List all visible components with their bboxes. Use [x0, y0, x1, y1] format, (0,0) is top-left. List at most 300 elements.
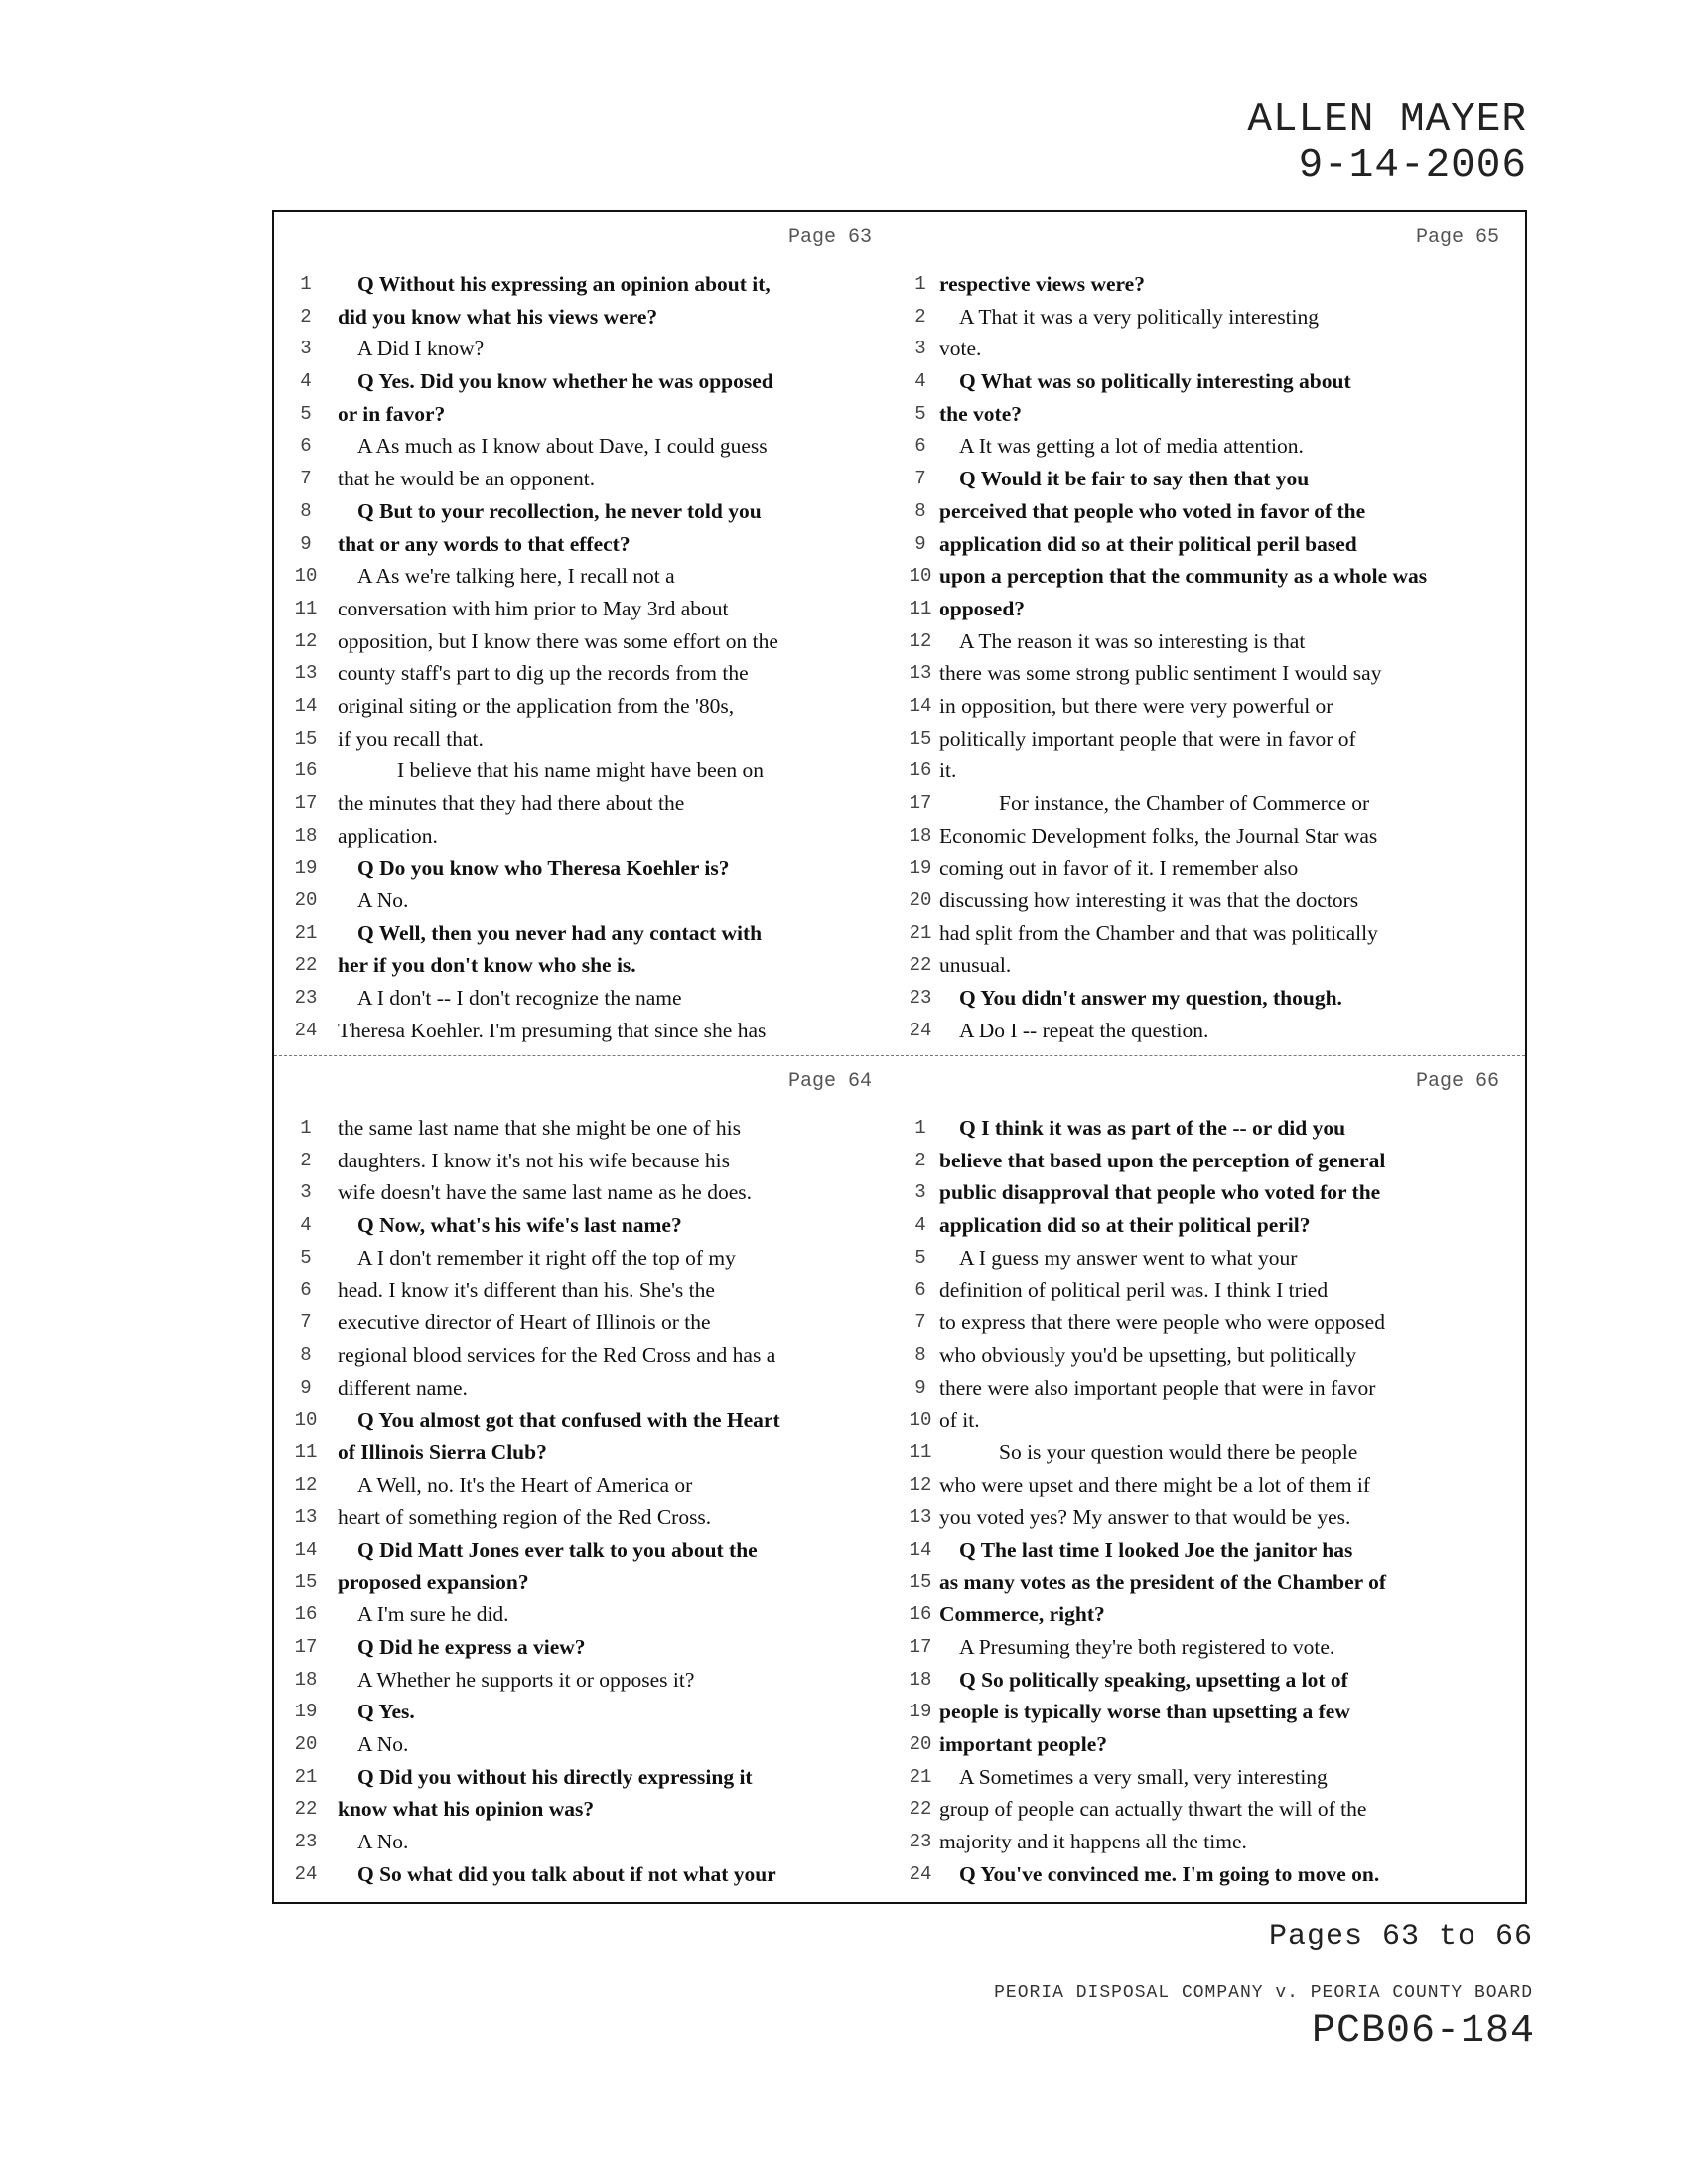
line-number: 15 [294, 727, 318, 750]
line-number: 3 [914, 1181, 926, 1204]
line-text: A Presuming they're both registered to vote. [959, 1635, 1335, 1659]
line-number: 17 [294, 792, 318, 814]
line-number: 24 [909, 1019, 932, 1041]
witness-name: ALLEN MAYER [1247, 97, 1527, 143]
transcript-line [902, 1306, 1529, 1339]
line-text: Q The last time I looked Joe the janitor has [959, 1537, 1353, 1562]
line-text: upon a perception that the community as a whole was [939, 564, 1428, 589]
transcript-line [902, 430, 1529, 463]
transcript-line [274, 463, 902, 495]
line-number: 20 [294, 889, 318, 912]
line-number: 16 [294, 1603, 318, 1626]
line-text: public disapproval that people who voted for the [939, 1180, 1381, 1205]
line-text: Q So politically speaking, upsetting a lot of [959, 1667, 1348, 1692]
line-number: 18 [909, 1668, 932, 1691]
transcript-line [902, 268, 1529, 301]
line-text: the minutes that they had there about the [338, 791, 685, 815]
line-number: 19 [909, 857, 932, 880]
line-text: proposed expansion? [338, 1570, 529, 1594]
line-number: 4 [300, 370, 312, 393]
transcript-line [274, 1728, 902, 1761]
line-text: A No. [357, 1732, 409, 1757]
line-text: it. [939, 758, 957, 783]
transcript-line [274, 949, 902, 982]
line-text: or in favor? [338, 401, 446, 426]
line-number: 6 [914, 435, 926, 458]
line-text: important people? [939, 1732, 1108, 1757]
transcript-line [902, 1598, 1529, 1631]
transcript-line [274, 1858, 902, 1891]
transcript-line [902, 333, 1529, 365]
line-number: 16 [294, 759, 318, 782]
line-number: 22 [909, 954, 932, 977]
transcript-line [274, 625, 902, 658]
line-text: application did so at their political peril based [939, 531, 1357, 556]
line-text: unusual. [939, 953, 1012, 978]
transcript-line [902, 982, 1529, 1015]
transcript-line [274, 1501, 902, 1534]
transcript-line [274, 593, 902, 625]
transcript-line [274, 1372, 902, 1405]
transcript-line [274, 1176, 902, 1209]
transcript-line [902, 657, 1529, 690]
page-label: Page 65 [1415, 226, 1499, 249]
transcript-line [274, 430, 902, 463]
line-text: who obviously you'd be upsetting, but politically [939, 1342, 1357, 1367]
transcript-line [274, 1339, 902, 1372]
line-number: 4 [914, 1214, 926, 1237]
line-text: opposition, but I know there was some effort on the [338, 628, 778, 653]
line-text: A No. [357, 1830, 409, 1854]
transcript-line [274, 1793, 902, 1826]
line-text: daughters. I know it's not his wife because his [338, 1148, 730, 1172]
transcript-lines [274, 268, 902, 1047]
line-text: Q You almost got that confused with the Heart [357, 1408, 780, 1433]
line-text: heart of something region of the Red Cross. [338, 1505, 712, 1530]
transcript-line [274, 268, 902, 301]
line-text: there were also important people that were in favor [939, 1375, 1376, 1400]
transcript-line [274, 560, 902, 593]
line-number: 7 [300, 1311, 312, 1334]
line-text: of it. [939, 1408, 980, 1433]
transcript-line [902, 398, 1529, 431]
deposition-date: 9-14-2006 [1298, 143, 1527, 189]
line-number: 11 [294, 597, 318, 619]
line-text: Commerce, right? [939, 1602, 1105, 1627]
transcript-line [902, 787, 1529, 820]
line-text: to express that there were people who were opposed [939, 1310, 1385, 1335]
line-text: regional blood services for the Red Cross and has a [338, 1342, 776, 1367]
line-text: coming out in favor of it. I remember also [939, 856, 1299, 881]
transcript-line [274, 1306, 902, 1339]
transcript-line [274, 1567, 902, 1599]
line-text: had split from the Chamber and that was politically [939, 920, 1378, 945]
transcript-line [902, 528, 1529, 561]
transcript-line [902, 365, 1529, 398]
transcript-line [902, 1501, 1529, 1534]
case-caption: PEORIA DISPOSAL COMPANY v. PEORIA COUNTY BOARD [994, 1983, 1533, 2003]
transcript-line [902, 495, 1529, 528]
transcript-line [902, 1112, 1529, 1145]
line-number: 5 [300, 1246, 312, 1269]
line-text: A Whether he supports it or opposes it? [357, 1667, 695, 1692]
line-text: you voted yes? My answer to that would be yes. [939, 1505, 1351, 1530]
line-text: A I guess my answer went to what your [959, 1245, 1298, 1270]
line-text: Theresa Koehler. I'm presuming that since she has [338, 1018, 767, 1042]
line-text: county staff's part to dig up the records from the [338, 661, 749, 686]
transcript-line [274, 495, 902, 528]
line-number: 19 [294, 1701, 318, 1723]
line-number: 24 [294, 1862, 318, 1885]
line-text: Q So what did you talk about if not what your [357, 1861, 776, 1886]
transcript-line [902, 1015, 1529, 1047]
line-number: 20 [294, 1733, 318, 1756]
line-number: 22 [294, 1798, 318, 1821]
line-text: A I don't -- I don't recognize the name [357, 986, 682, 1011]
line-text: application did so at their political peril? [939, 1213, 1311, 1238]
transcript-line [902, 885, 1529, 917]
transcript-line [902, 593, 1529, 625]
line-number: 11 [909, 597, 932, 619]
line-text: Q You've convinced me. I'm going to move on. [959, 1861, 1380, 1886]
line-number: 10 [909, 565, 932, 588]
line-number: 4 [300, 1214, 312, 1237]
line-number: 14 [909, 694, 932, 717]
transcript-line [902, 1372, 1529, 1405]
line-number: 5 [914, 1246, 926, 1269]
line-number: 1 [914, 1117, 926, 1139]
line-text: if you recall that. [338, 726, 484, 751]
transcript-line [274, 917, 902, 950]
page-label: Page 66 [1415, 1070, 1499, 1093]
transcript-line [902, 1696, 1529, 1728]
transcript-line [902, 1242, 1529, 1275]
line-text: I believe that his name might have been on [397, 758, 764, 783]
line-number: 23 [294, 987, 318, 1010]
line-number: 17 [909, 792, 932, 814]
transcript-line [902, 1567, 1529, 1599]
line-number: 24 [909, 1862, 932, 1885]
line-number: 24 [294, 1019, 318, 1041]
transcript-lines [902, 268, 1529, 1047]
line-number: 12 [909, 629, 932, 652]
line-number: 10 [294, 1409, 318, 1432]
line-number: 13 [909, 1506, 932, 1529]
line-text: Q Yes. [357, 1700, 415, 1724]
line-text: that he would be an opponent. [338, 467, 596, 491]
transcript-line [902, 1339, 1529, 1372]
transcript-line [902, 949, 1529, 982]
transcript-line [902, 852, 1529, 885]
line-number: 20 [909, 1733, 932, 1756]
line-text: did you know what his views were? [338, 304, 658, 329]
line-number: 23 [294, 1831, 318, 1853]
line-number: 12 [294, 629, 318, 652]
line-text: Q But to your recollection, he never told you [357, 498, 762, 523]
line-text: Q Did you without his directly expressing it [357, 1764, 753, 1789]
line-text: Q Did he express a view? [357, 1635, 586, 1659]
line-text: Q Did Matt Jones ever talk to you about the [357, 1537, 758, 1562]
transcript-line [274, 820, 902, 853]
transcript-line [274, 723, 902, 755]
transcript-line [902, 1664, 1529, 1697]
line-number: 15 [909, 727, 932, 750]
transcript-page-65 [902, 212, 1529, 1056]
transcript-line [274, 1112, 902, 1145]
transcript-line [274, 1209, 902, 1242]
line-text: application. [338, 823, 438, 848]
transcript-line [274, 1436, 902, 1469]
transcript-page-66 [902, 1056, 1529, 1900]
transcript-line [902, 463, 1529, 495]
transcript-line [274, 754, 902, 787]
line-number: 12 [294, 1473, 318, 1496]
line-text: Q Yes. Did you know whether he was opposed [357, 369, 773, 394]
transcript-line [274, 528, 902, 561]
line-text: discussing how interesting it was that the doctors [939, 888, 1359, 913]
line-number: 13 [294, 1506, 318, 1529]
line-number: 6 [914, 1279, 926, 1301]
line-text: wife doesn't have the same last name as he does. [338, 1180, 753, 1205]
transcript-line [902, 723, 1529, 755]
line-text: executive director of Heart of Illinois or the [338, 1310, 711, 1335]
transcript-line [274, 365, 902, 398]
line-text: the same last name that she might be one of his [338, 1116, 742, 1140]
line-text: opposed? [939, 596, 1026, 620]
line-number: 15 [294, 1570, 318, 1593]
line-text: know what his opinion was? [338, 1797, 595, 1822]
line-text: who were upset and there might be a lot of them if [939, 1472, 1371, 1497]
transcript-line [274, 1015, 902, 1047]
line-number: 1 [914, 273, 926, 295]
transcript-frame [272, 210, 1527, 1904]
line-text: A It was getting a lot of media attention. [959, 434, 1304, 459]
line-number: 11 [909, 1440, 932, 1463]
line-text: A Well, no. It's the Heart of America or [357, 1472, 693, 1497]
line-text: Q Now, what's his wife's last name? [357, 1213, 682, 1238]
transcript-lines [902, 1112, 1529, 1891]
line-text: there was some strong public sentiment I would say [939, 661, 1382, 686]
transcript-line [274, 1696, 902, 1728]
line-number: 21 [909, 1765, 932, 1788]
line-text: in opposition, but there were very powerful or [939, 693, 1333, 718]
line-text: people is typically worse than upsetting a few [939, 1700, 1350, 1724]
line-number: 8 [914, 1343, 926, 1366]
line-text: Economic Development folks, the Journal Star was [939, 823, 1378, 848]
line-number: 9 [300, 532, 312, 555]
line-number: 12 [909, 1473, 932, 1496]
line-text: Q What was so politically interesting about [959, 369, 1351, 394]
line-number: 17 [294, 1636, 318, 1658]
line-number: 23 [909, 1831, 932, 1853]
transcript-line [902, 1793, 1529, 1826]
line-text: Q I think it was as part of the -- or did you [959, 1116, 1346, 1140]
line-number: 2 [300, 305, 312, 328]
transcript-lines [274, 1112, 902, 1891]
line-text: A Sometimes a very small, very interesting [959, 1764, 1328, 1789]
transcript-line [274, 1404, 902, 1436]
line-number: 7 [914, 468, 926, 490]
line-number: 2 [914, 1149, 926, 1171]
line-number: 21 [294, 1765, 318, 1788]
line-text: Q Without his expressing an opinion about it, [357, 272, 771, 296]
line-text: perceived that people who voted in favor of the [939, 498, 1366, 523]
line-text: the vote? [939, 401, 1022, 426]
line-number: 19 [909, 1701, 932, 1723]
line-number: 6 [300, 435, 312, 458]
line-number: 7 [300, 468, 312, 490]
transcript-line [274, 787, 902, 820]
line-text: A No. [357, 888, 409, 913]
line-text: majority and it happens all the time. [939, 1830, 1247, 1854]
transcript-line [902, 1631, 1529, 1664]
line-number: 16 [909, 1603, 932, 1626]
transcript-line [902, 1469, 1529, 1502]
transcript-line [902, 560, 1529, 593]
transcript-line [274, 690, 902, 723]
line-text: Q You didn't answer my question, though. [959, 986, 1342, 1011]
line-text: Q Well, then you never had any contact with [357, 920, 763, 945]
transcript-line [902, 820, 1529, 853]
line-text: believe that based upon the perception of general [939, 1148, 1386, 1172]
line-number: 18 [294, 824, 318, 847]
transcript-line [274, 1145, 902, 1177]
line-number: 17 [909, 1636, 932, 1658]
line-number: 14 [294, 1538, 318, 1561]
line-number: 10 [909, 1409, 932, 1432]
line-number: 14 [294, 694, 318, 717]
line-text: her if you don't know who she is. [338, 953, 636, 978]
line-number: 7 [914, 1311, 926, 1334]
line-number: 13 [294, 662, 318, 685]
line-number: 20 [909, 889, 932, 912]
line-number: 18 [909, 824, 932, 847]
page-label: Page 64 [787, 1070, 872, 1093]
line-number: 1 [300, 1117, 312, 1139]
line-text: politically important people that were in favor of [939, 726, 1356, 751]
case-number: PCB06-184 [1311, 2009, 1535, 2054]
line-number: 23 [909, 987, 932, 1010]
line-number: 5 [300, 402, 312, 425]
transcript-line [274, 333, 902, 365]
transcript-line [902, 1145, 1529, 1177]
line-number: 9 [914, 1376, 926, 1399]
line-number: 2 [914, 305, 926, 328]
transcript-line [274, 1664, 902, 1697]
transcript-line [902, 917, 1529, 950]
transcript-line [274, 1761, 902, 1794]
line-text: A Do I -- repeat the question. [959, 1018, 1209, 1042]
transcript-line [902, 1826, 1529, 1858]
line-number: 13 [909, 662, 932, 685]
transcript-line [274, 1242, 902, 1275]
line-text: A Did I know? [357, 337, 485, 361]
line-number: 8 [914, 499, 926, 522]
line-number: 2 [300, 1149, 312, 1171]
line-text: group of people can actually thwart the will of the [939, 1797, 1367, 1822]
document-header [1247, 97, 1527, 189]
line-text: So is your question would there be people [999, 1439, 1358, 1464]
line-number: 18 [294, 1668, 318, 1691]
line-number: 9 [300, 1376, 312, 1399]
transcript-line [274, 1534, 902, 1567]
transcript-line [274, 1826, 902, 1858]
line-number: 22 [909, 1798, 932, 1821]
transcript-line [274, 301, 902, 334]
line-text: as many votes as the president of the Chamber of [939, 1570, 1387, 1594]
line-text: vote. [939, 337, 982, 361]
transcript-line [902, 1209, 1529, 1242]
line-text: head. I know it's different than his. She's the [338, 1278, 715, 1302]
line-number: 5 [914, 402, 926, 425]
transcript-line [274, 1469, 902, 1502]
transcript-line [274, 885, 902, 917]
transcript-line [274, 852, 902, 885]
line-text: Q Would it be fair to say then that you [959, 467, 1310, 491]
line-number: 4 [914, 370, 926, 393]
transcript-line [274, 1631, 902, 1664]
page-range: Pages 63 to 66 [1268, 1920, 1533, 1954]
line-number: 22 [294, 954, 318, 977]
line-text: conversation with him prior to May 3rd about [338, 596, 729, 620]
line-number: 11 [294, 1440, 318, 1463]
line-text: A I'm sure he did. [357, 1602, 509, 1627]
transcript-line [902, 1858, 1529, 1891]
transcript-line [902, 1176, 1529, 1209]
transcript-line [274, 1598, 902, 1631]
transcript-line [902, 1404, 1529, 1436]
transcript-line [274, 398, 902, 431]
line-text: original siting or the application from the '80s, [338, 693, 735, 718]
line-text: Q Do you know who Theresa Koehler is? [357, 856, 730, 881]
line-text: For instance, the Chamber of Commerce or [999, 791, 1370, 815]
line-number: 3 [300, 338, 312, 360]
line-text: A That it was a very politically interesting [959, 304, 1320, 329]
line-number: 8 [300, 499, 312, 522]
line-text: of Illinois Sierra Club? [338, 1439, 547, 1464]
line-number: 10 [294, 565, 318, 588]
line-number: 3 [914, 338, 926, 360]
transcript-page-64 [274, 1056, 902, 1900]
transcript-page-63 [274, 212, 902, 1056]
transcript-line [902, 1436, 1529, 1469]
line-number: 19 [294, 857, 318, 880]
transcript-line [902, 1728, 1529, 1761]
page-label: Page 63 [787, 226, 872, 249]
transcript-line [274, 982, 902, 1015]
transcript-line [274, 657, 902, 690]
line-number: 15 [909, 1570, 932, 1593]
line-number: 8 [300, 1343, 312, 1366]
line-number: 14 [909, 1538, 932, 1561]
line-number: 9 [914, 532, 926, 555]
line-text: different name. [338, 1375, 468, 1400]
line-text: A The reason it was so interesting is that [959, 628, 1306, 653]
transcript-line [902, 1761, 1529, 1794]
line-text: A As we're talking here, I recall not a [357, 564, 675, 589]
transcript-line [902, 625, 1529, 658]
transcript-line [902, 690, 1529, 723]
line-number: 21 [294, 921, 318, 944]
line-text: A I don't remember it right off the top of my [357, 1245, 736, 1270]
line-number: 3 [300, 1181, 312, 1204]
transcript-line [902, 301, 1529, 334]
transcript-line [902, 1534, 1529, 1567]
line-text: that or any words to that effect? [338, 531, 631, 556]
line-number: 1 [300, 273, 312, 295]
transcript-line [902, 754, 1529, 787]
line-number: 6 [300, 1279, 312, 1301]
